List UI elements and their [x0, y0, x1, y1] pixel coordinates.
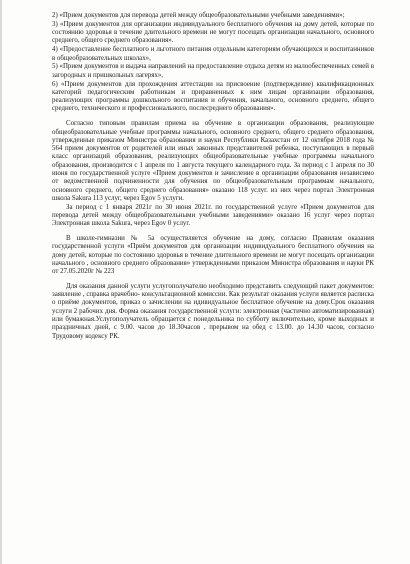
- service-item-4: 4) «Предоставление бесплатного и льготного питания отдельным категориям обучающихся и воспитанников в общеобразовательных школах»,: [52, 46, 374, 62]
- document-body: [52, 12, 374, 341]
- paragraph-required-documents: Для оказания данной услуги услугополучателю необходимо представить следующий пакет документов: заявление , справка врачебно- консультационной комиссии. Как результат оказания услуги является расписка о приёме документов, приказ о зачислении на идивидуальное бесплатное обучение на дому.Срок оказания услуги 2 рабочих дня. Форма оказания государственной услуги: электронная (частично автоматизированная) или бумажная.Услугополучатель обращается с понедельника по субботу включительно, кроме выходных и праздничных дней, с 9.00. часов до 18.30часов , прерывом на обед с 13.00. до 14.30 часов, согласно Трудовому кодексу РК.: [52, 282, 374, 340]
- service-item-2: 2) «Прием документов для перевода детей между общеобразовательными учебными заведениями»;: [52, 12, 345, 19]
- service-item-3: 3) «Прием документов для организации индивидуального бесплатного обучения на дому детей, которые по состоянию здоровья в течение длительного времени не могут посещать организации начального, основного среднего, общего среднего образования».: [52, 20, 374, 45]
- service-item-5: 5) «Прием документов и выдача направлений на предоставление отдыха детям из малообеспеченных семей в загородных и пришкольных лагерях»,: [52, 63, 374, 79]
- page-edge: [0, 0, 2, 564]
- paragraph-transfer-stats: За период с 1 января 2021г по 30 июня 2021г. по государственной услуге «Прием документов для перевода детей между общеобразовательными учебными заведениями» оказано 16 услуг через портал Электронная школа Sakura, через Egov 0 услуг.: [52, 203, 374, 228]
- paragraph-admission-rules: Согласно типовым правилам приема на обучение в организации образования, реализующие общеобразовательные учебные программы начального, основного среднего, общего среднего образования, утвержденные приказом Министра образования и науки Республики Казахстан от 12 октября 2018 года № 564 прием документов от родителей или иных законных представителей ребенка, поступающих в первый класс организаций образования, реализующих общеобразовательные учебные программы начального образования, производится с 1 апреля по 1 августа текущего календарного года. За период с 1 апреля по 30 июня по государственной услуге «Прием документов и зачисление в организации образования независимо от ведомственной подчиненности для обучения по общеобразовательным программам начального, основного среднего, общего среднего образования» оказано 118 услуг. из них через портал Электронная школа Sakura 113 услуг, через Egov 5 услуги.: [52, 120, 374, 202]
- paragraph-home-schooling: В школе-гимназии № 5а осуществляется обучение на дому, согласно Правилам оказания государственной услуги «Приём документов для организации индивидуального бесплатного обучения на дому детей, которые по состоянию здоровья в течение длительного времени не могут посещать организации начального , основного среднего образования» утвержденными приказом Министра образования и науки РК от 27.05.2020г № 223: [52, 235, 374, 276]
- service-item-6: 6) «Прием документов для прохождения аттестации на присвоение (подтверждение) квалификационных категорий педагогическим работникам и приравненных к ним лицам организации образования, реализующих программы дошкольного воспитания и обучения, начального, основного среднего, общего среднего, технического и профессионального, послесреднего образования».: [52, 80, 374, 113]
